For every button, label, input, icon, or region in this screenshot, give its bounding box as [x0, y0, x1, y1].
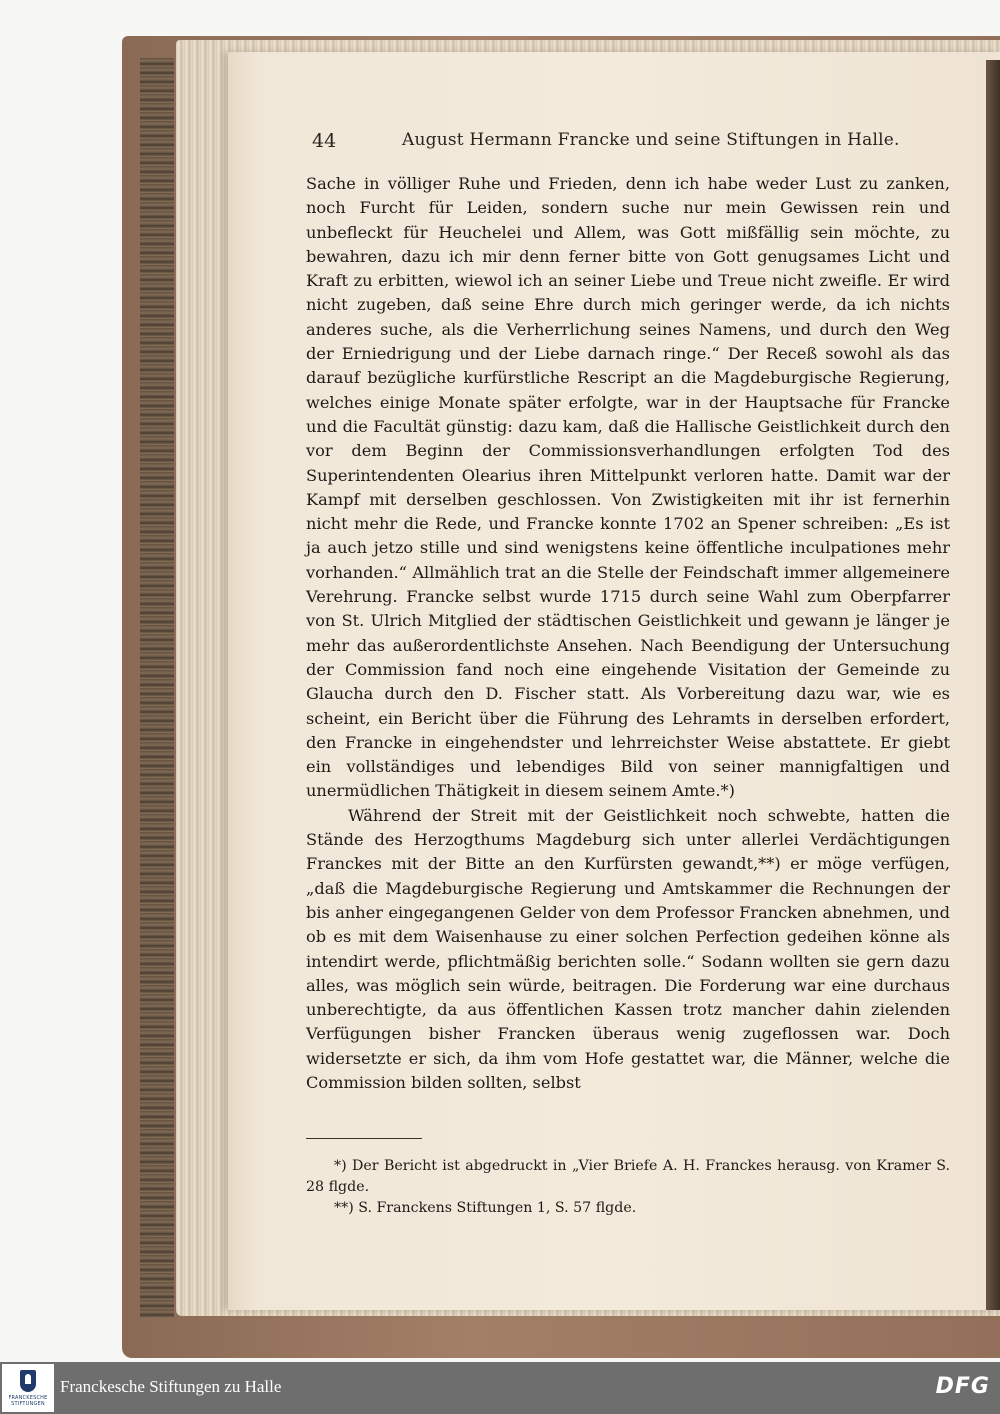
footnote: **) S. Franckens Stiftungen 1, S. 57 flgde. [334, 1200, 637, 1216]
paragraph: Während der Streit mit der Geistlichkeit noch schwebte, hatten die Stände des Herzogthums Magdeburg sich unter allerlei Verdächtigungen Franckes mit der Bitte an den Kurfürsten gewandt,**) er möge verfügen, „daß die Magdeburgische Regierung und Amtskammer die Rechnungen der bis anher eingegangenen Gelder von dem Professor Francken abnehmen, und ob es mit dem Waisenhause zu einer solchen Perfection gedeihen könne als intendirt werde, pflichtmäßig berichten solle.“ Sodann wollten sie gern dazu alles, was möglich sein würde, beitragen. Die Forderung war eine durchaus unberechtigte, da aus öffentlichen Kassen trotz mancher dahin zielenden Verfügungen bisher Francken überaus wenig zugeflossen war. Doch widersetzte er sich, da ihm vom Hofe gestattet war, die Männer, welche die Commission bilden sollten, selbst [306, 805, 950, 1092]
running-title: August Hermann Francke und seine Stiftungen in Halle. [402, 130, 900, 150]
body-text [306, 172, 950, 1095]
paragraph: Sache in völliger Ruhe und Frieden, denn ich habe weder Lust zu zanken, noch Furcht für Leiden, sondern suche nur mein Gewissen rein und unbefleckt für Heuchelei und Allem, was Gott mißfällig sein möchte, zu bewahren, dazu ich mir denn ferner bitte von Gott genugsames Licht und Kraft zu erbitten, wiewol ich an seiner Liebe und Treue nicht zweifle. Er wird nicht zugeben, daß seine Ehre durch mich geringer werde, da ich nichts anderes suche, als die Verherrlichung seines Namens, und durch den Weg der Erniedrigung und der Liebe darnach ringe.“ Der Receß sowohl als das darauf bezügliche kurfürstliche Rescript an die Magdeburgische Regierung, welches einige Monate später erfolgte, war in der Hauptsache für Francke und die Facultät günstig: dazu kam, daß die Hallische Geistlichkeit durch den vor dem Beginn der Commissionsverhandlungen erfolgten Tod des Superintendenten Olearius ihren Mittelpunkt verloren hatte. Damit war der Kampf mit derselben geschlossen. Von Zwistigkeiten mit ihr ist fernerhin nicht mehr die Rede, und Francke konnte 1702 an Spener schreiben: „Es ist ja auch jetzo stille und sind wenigstens keine öffentliche inculpationes mehr vorhanden.“ Allmählich trat an die Stelle der Feindschaft immer allgemeinere Verehrung. Francke selbst wurde 1715 durch seine Wahl zum Oberpfarrer von St. Ulrich Mitglied der städtischen Geistlichkeit und gewann je länger je mehr das außerordentlichste Ansehen. Nach Beendigung der Untersuchung der Commission fand noch eine eingehende Visitation der Gemeinde zu Glaucha durch den D. Fischer statt. Als Vorbereitung dazu war, wie es scheint, ein Bericht über die Führung des Lehramts in derselben erfordert, den Francke in eingehendster und lehrreichster Weise abstattete. Er giebt ein vollständiges und lebendiges Bild von seiner mannigfaltigen und unermüdlichen Thätigkeit in diesem seinem Amte.*) [306, 174, 950, 801]
tower-icon [20, 1370, 36, 1392]
footer-bar [0, 1362, 1000, 1414]
franckesche-logo[interactable] [2, 1364, 54, 1412]
footnote-rule [306, 1138, 422, 1139]
right-binding [986, 60, 1000, 1310]
footnotes [306, 1156, 950, 1219]
logo-text: FRANCKESCHE STIFTUNGEN [8, 1395, 48, 1407]
institution-name: Franckesche Stiftungen zu Halle [60, 1377, 282, 1396]
running-head [312, 128, 952, 156]
page-number: 44 [312, 130, 337, 152]
book-spine [140, 58, 174, 1318]
footnote: *) Der Bericht ist abgedruckt in „Vier Briefe A. H. Franckes herausg. von Kramer S. 28 flgde. [306, 1158, 950, 1195]
dfg-logo[interactable]: DFG [935, 1374, 990, 1399]
